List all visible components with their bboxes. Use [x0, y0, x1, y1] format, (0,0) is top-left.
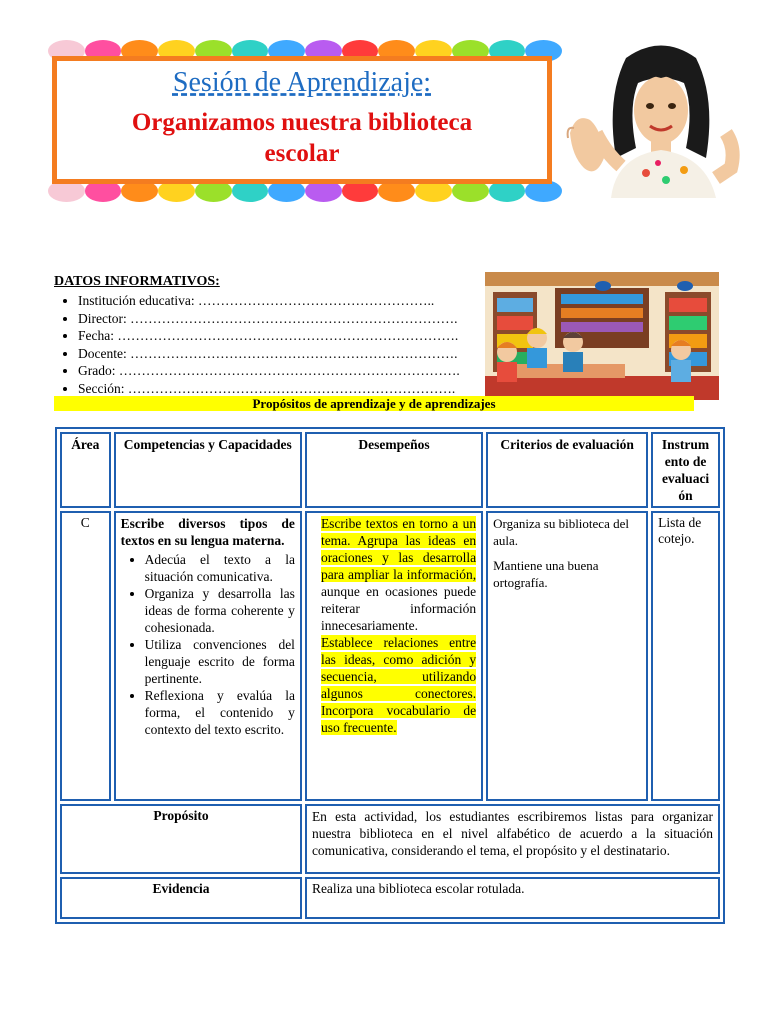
list-item: • Reflexiona y evalúa la forma, el contenido y contexto del texto escrito. [145, 687, 295, 738]
proposito-text: En esta actividad, los estudiantes escribiremos listas para organizar nuestra biblioteca en el nivel alfabético de acuerdo a la situación comunicativa, considerando el tema, el propósito y el destinatario. [305, 804, 720, 874]
datos-informativos [54, 274, 460, 397]
header-area: Área [60, 432, 111, 508]
library-illustration [485, 272, 719, 400]
datos-list [54, 292, 460, 397]
learning-table [55, 427, 725, 924]
title-box [52, 56, 552, 184]
datos-item-fecha: • Fecha: …………………………………………………………………. [78, 327, 460, 345]
subtitle-line-2: escolar [264, 140, 340, 167]
desempenos-cell [305, 511, 483, 801]
criterio-1: Organiza su biblioteca del aula. [493, 516, 629, 548]
title-banner [48, 40, 562, 202]
session-subtitle [57, 107, 547, 169]
evidencia-text: Realiza una biblioteca escolar rotulada. [305, 877, 720, 919]
desempeno-highlight-1: Escribe textos en torno a un tema. Agrupa las ideas en oraciones y las desarrolla para ampliar la información, [320, 516, 477, 582]
list-item: • Organiza y desarrolla las ideas de forma coherente y cohesionada. [145, 585, 295, 636]
competencias-cell [114, 511, 302, 801]
datos-item-institucion: • Institución educativa: …………………………………………….. [78, 292, 460, 310]
table-row [60, 511, 720, 801]
competencia-title: Escribe diversos tipos de textos en su lengua materna. [120, 516, 295, 548]
header-desempenos: Desempeños [305, 432, 483, 508]
proposito-label: Propósito [60, 804, 302, 874]
header-competencias: Competencias y Capacidades [114, 432, 302, 508]
purposes-band: Propósitos de aprendizaje y de aprendizajes [54, 396, 694, 411]
header-instrumento: Instrum ento de evaluaci ón [651, 432, 720, 508]
list-item: • Adecúa el texto a la situación comunicativa. [145, 551, 295, 585]
table-header-row [60, 432, 720, 508]
datos-title: DATOS INFORMATIVOS: [54, 274, 220, 289]
instrumento-cell: Lista de cotejo. [651, 511, 720, 801]
criterio-2: Mantiene una buena ortografía. [493, 558, 599, 590]
area-cell: C [60, 511, 111, 801]
datos-item-director: • Director: ………………………………………………………………. [78, 310, 460, 328]
capacidades-list [121, 551, 295, 738]
evidencia-row [60, 877, 720, 919]
proposito-row [60, 804, 720, 874]
page-title: Sesión de Aprendizaje: [172, 67, 432, 98]
header-criterios: Criterios de evaluación [486, 432, 648, 508]
evidencia-label: Evidencia [60, 877, 302, 919]
subtitle-line-1: Organizamos nuestra biblioteca [131, 109, 473, 136]
datos-item-seccion: • Sección: ………………………………………………………………. [78, 380, 460, 398]
datos-item-docente: • Docente: ………………………………………………………………. [78, 345, 460, 363]
desempeno-highlight-2: Establece relaciones entre las ideas, como adición y secuencia, utilizando algunos conectores. Incorpora vocabulario de uso frecuente. [320, 635, 477, 735]
criterios-cell [486, 511, 648, 801]
datos-item-grado: • Grado: …………………………………………………………………. [78, 362, 460, 380]
list-item: • Utiliza convenciones del lenguaje escrito de forma pertinente. [145, 636, 295, 687]
desempeno-plain: aunque en ocasiones puede reiterar información innecesariamente. [320, 584, 477, 633]
teacher-illustration [566, 38, 742, 198]
